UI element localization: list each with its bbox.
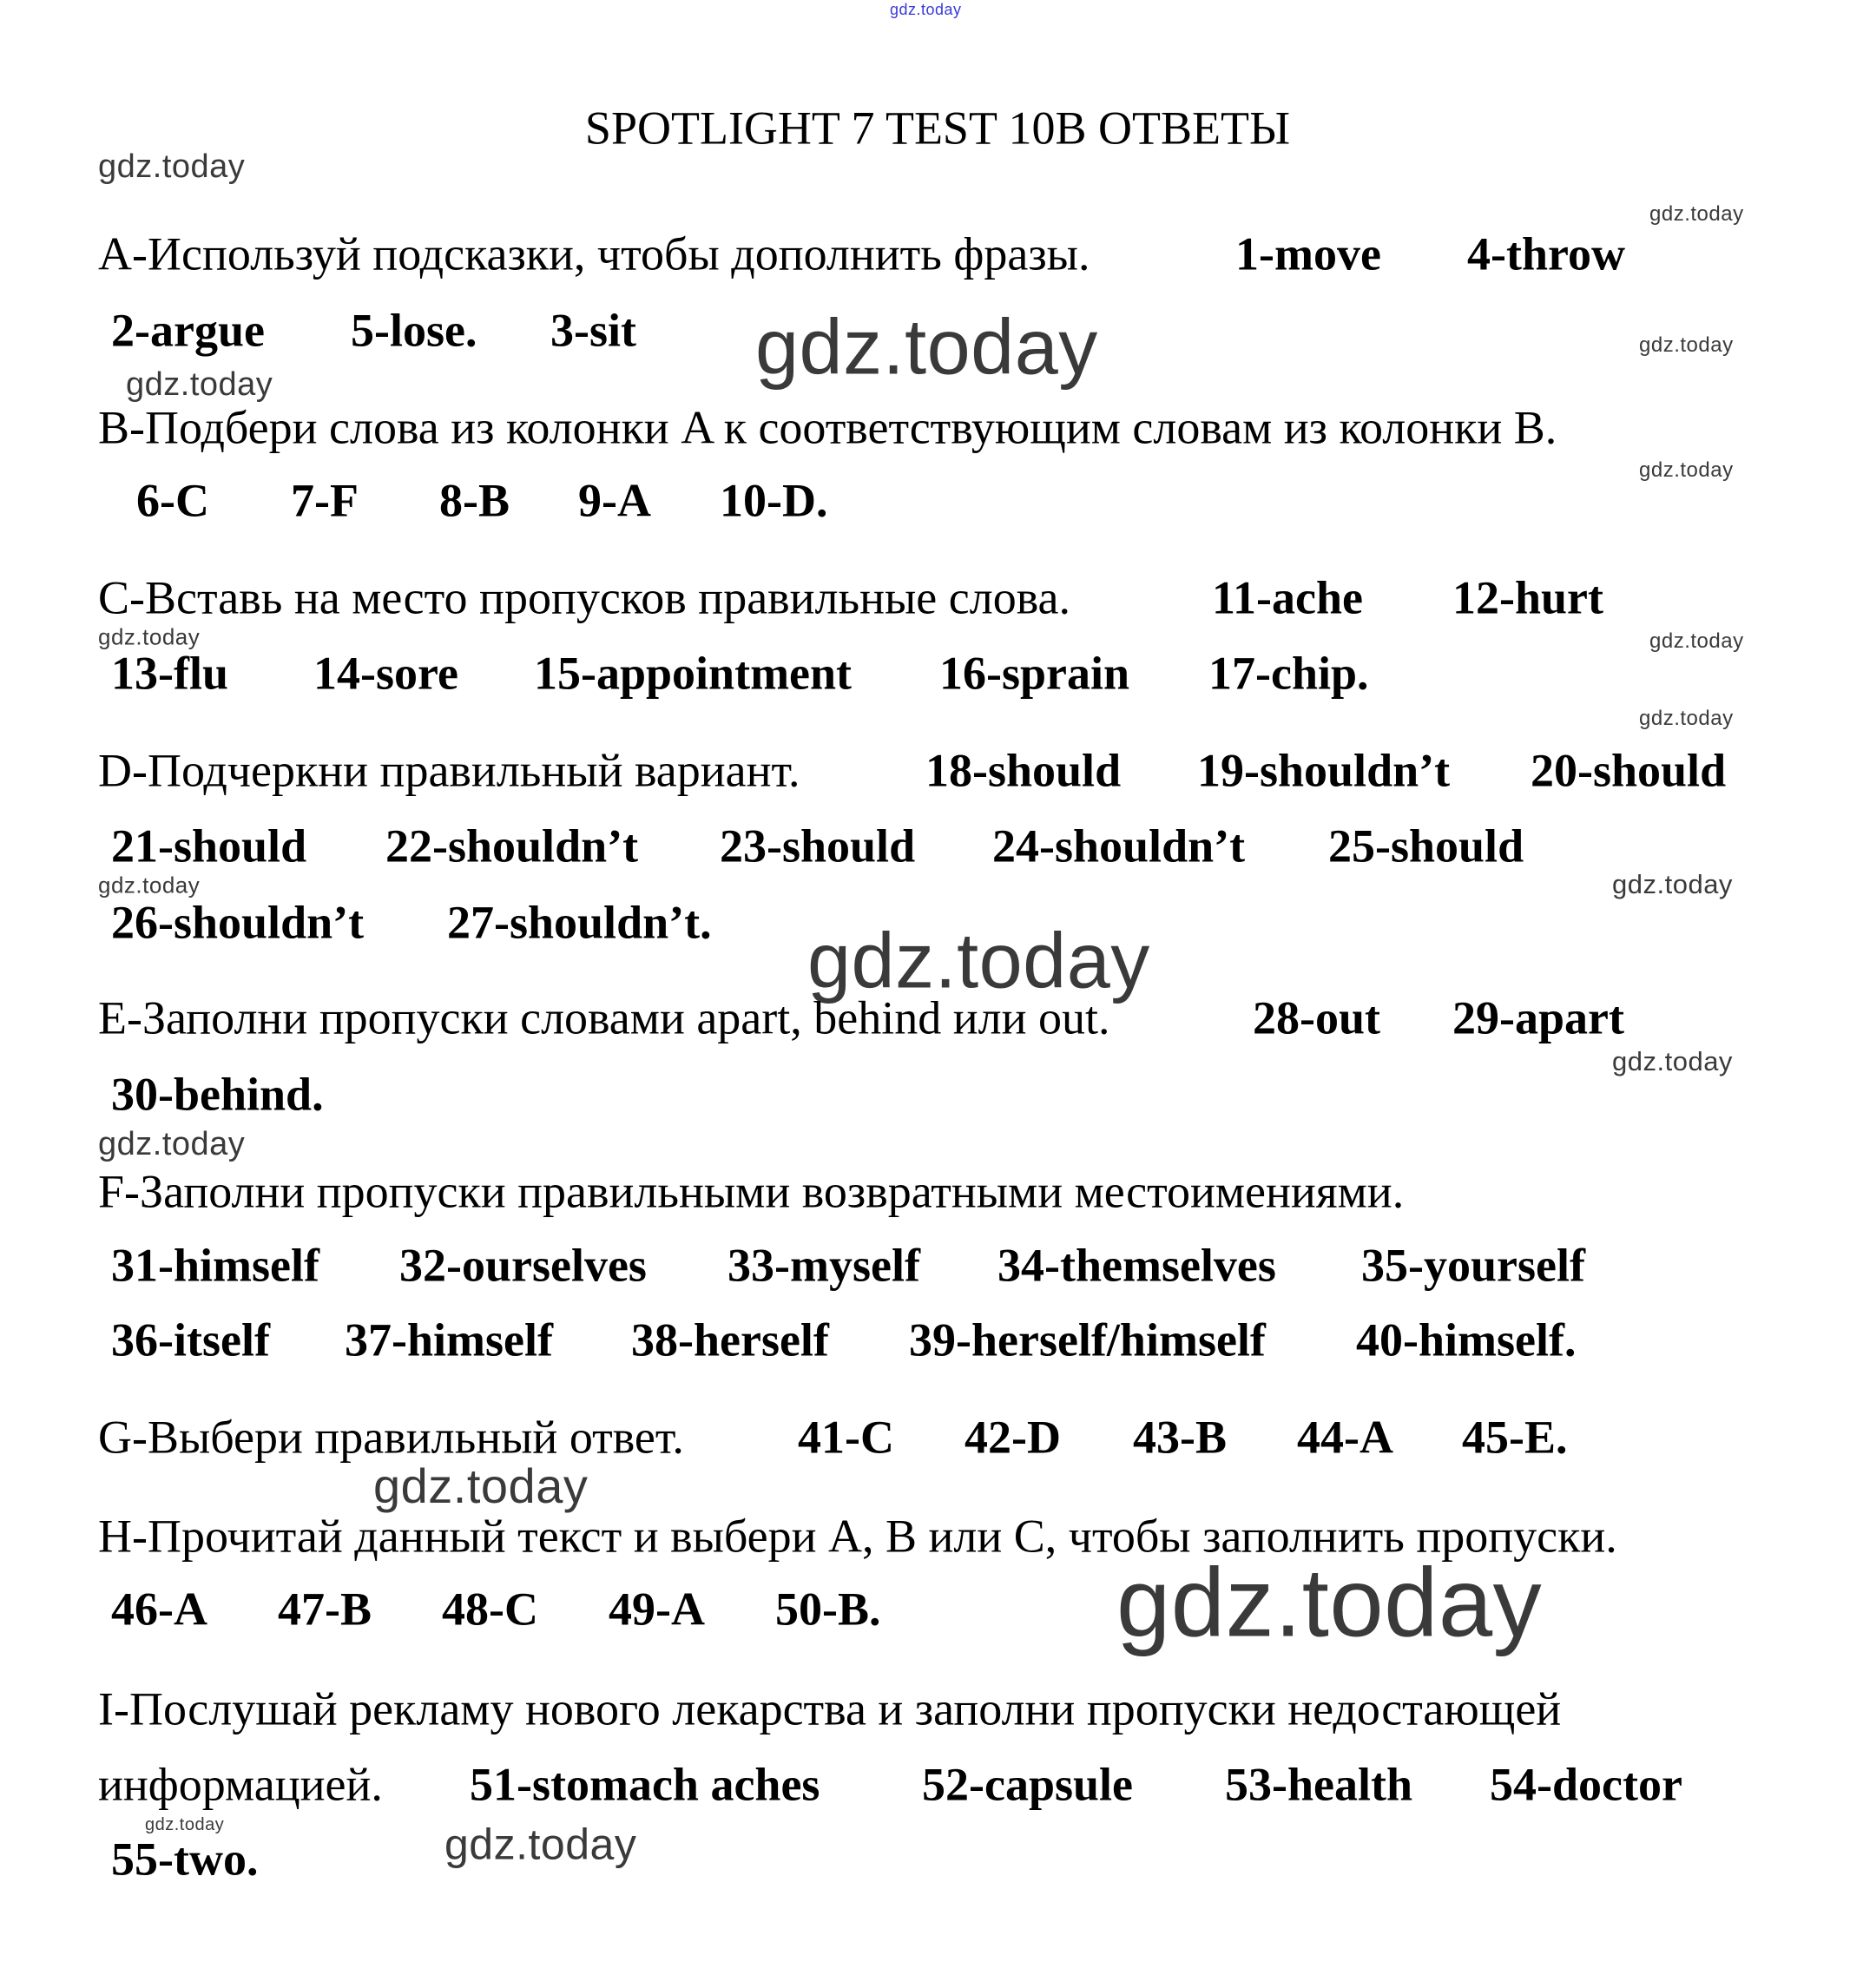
watermark: gdz.today bbox=[1639, 458, 1734, 482]
answer: 14-sore bbox=[313, 647, 458, 700]
answer: 34-themselves bbox=[997, 1239, 1276, 1292]
answer: 38-herself bbox=[631, 1313, 829, 1366]
section-g-instruction: G-Выбери правильный ответ. bbox=[98, 1411, 684, 1464]
answer: 5-lose. bbox=[351, 304, 477, 357]
answer: 30-behind. bbox=[111, 1068, 324, 1121]
answer: 42-D bbox=[965, 1411, 1061, 1464]
answer: 9-A bbox=[578, 474, 651, 527]
answer: 8-B bbox=[439, 474, 510, 527]
section-i-instruction-cont: информацией. bbox=[98, 1758, 383, 1811]
answer: 51-stomach aches bbox=[470, 1758, 820, 1811]
section-f-instruction: F-Заполни пропуски правильными возвратными местоимениями. bbox=[98, 1165, 1405, 1218]
watermark: gdz.today bbox=[98, 148, 246, 186]
watermark: gdz.today bbox=[1639, 706, 1734, 730]
answer: 43-B bbox=[1133, 1411, 1227, 1464]
answer: 55-two. bbox=[111, 1833, 259, 1886]
answer: 3-sit bbox=[550, 304, 636, 357]
answer: 50-B. bbox=[775, 1583, 881, 1636]
watermark-large: gdz.today bbox=[755, 304, 1098, 392]
answer: 17-chip. bbox=[1208, 647, 1369, 700]
answer: 28-out bbox=[1253, 991, 1380, 1044]
answer: 11-ache bbox=[1212, 571, 1363, 624]
watermark: gdz.today bbox=[890, 1, 962, 19]
watermark: gdz.today bbox=[145, 1815, 225, 1834]
answer: 31-himself bbox=[111, 1239, 319, 1292]
answer: 49-A bbox=[609, 1583, 705, 1636]
answer: 53-health bbox=[1225, 1758, 1412, 1811]
answer: 48-C bbox=[442, 1583, 538, 1636]
answer: 21-should bbox=[111, 820, 307, 872]
watermark: gdz.today bbox=[1649, 629, 1744, 653]
answer: 27-shouldn’t. bbox=[447, 896, 712, 949]
answer: 4-throw bbox=[1467, 227, 1625, 280]
answer: 41-C bbox=[798, 1411, 894, 1464]
watermark: gdz.today bbox=[444, 1820, 637, 1869]
answer: 22-shouldn’t bbox=[385, 820, 639, 872]
answer: 35-yourself bbox=[1361, 1239, 1585, 1292]
answer: 20-should bbox=[1531, 744, 1727, 797]
watermark: gdz.today bbox=[126, 366, 273, 404]
answer: 12-hurt bbox=[1452, 571, 1603, 624]
answer: 15-appointment bbox=[534, 647, 853, 700]
answer: 40-himself. bbox=[1356, 1313, 1577, 1366]
section-a-instruction: A-Используй подсказки, чтобы дополнить фразы. bbox=[98, 227, 1090, 280]
answer: 54-doctor bbox=[1490, 1758, 1682, 1811]
watermark: gdz.today bbox=[1649, 201, 1744, 226]
answer: 16-sprain bbox=[939, 647, 1130, 700]
watermark: gdz.today bbox=[1639, 332, 1734, 357]
watermark: gdz.today bbox=[98, 623, 201, 650]
answer: 24-shouldn’t bbox=[992, 820, 1246, 872]
answer: 46-A bbox=[111, 1583, 207, 1636]
watermark: gdz.today bbox=[98, 1126, 246, 1163]
watermark: gdz.today bbox=[1612, 1045, 1733, 1076]
answer: 52-capsule bbox=[922, 1758, 1133, 1811]
answer: 1-move bbox=[1235, 227, 1381, 280]
answer: 25-should bbox=[1328, 820, 1524, 872]
section-i-instruction: I-Послушай рекламу нового лекарства и заполни пропуски недостающей bbox=[98, 1682, 1562, 1735]
section-e-instruction: E-Заполни пропуски словами apart, behind или out. bbox=[98, 991, 1110, 1044]
answer: 45-E. bbox=[1462, 1411, 1568, 1464]
section-d-instruction: D-Подчеркни правильный вариант. bbox=[98, 744, 800, 797]
answer: 18-should bbox=[925, 744, 1122, 797]
watermark: gdz.today bbox=[1612, 868, 1733, 899]
answer: 33-myself bbox=[727, 1239, 920, 1292]
answer: 10-D. bbox=[720, 474, 828, 527]
watermark-large: gdz.today bbox=[807, 918, 1150, 1005]
section-h-instruction: H-Прочитай данный текст и выбери A, B или C, чтобы заполнить пропуски. bbox=[98, 1510, 1617, 1563]
watermark-large: gdz.today bbox=[1116, 1548, 1543, 1657]
answer: 2-argue bbox=[111, 304, 265, 357]
answer: 7-F bbox=[291, 474, 359, 527]
answer: 26-shouldn’t bbox=[111, 896, 365, 949]
answer: 36-itself bbox=[111, 1313, 270, 1366]
answer: 44-A bbox=[1297, 1411, 1393, 1464]
answer: 29-apart bbox=[1452, 991, 1624, 1044]
answer: 13-flu bbox=[111, 647, 228, 700]
answer: 47-B bbox=[278, 1583, 372, 1636]
answer: 39-herself/himself bbox=[909, 1313, 1266, 1366]
section-b-instruction: B-Подбери слова из колонки A к соответствующим словам из колонки B. bbox=[98, 401, 1557, 454]
section-c-instruction: C-Вставь на место пропусков правильные слова. bbox=[98, 571, 1070, 624]
answer: 37-himself bbox=[345, 1313, 553, 1366]
page-title: SPOTLIGHT 7 TEST 10B ОТВЕТЫ bbox=[584, 102, 1291, 155]
answer: 23-should bbox=[720, 820, 916, 872]
answer: 32-ourselves bbox=[399, 1239, 647, 1292]
answer: 6-C bbox=[136, 474, 209, 527]
watermark: gdz.today bbox=[373, 1458, 589, 1514]
watermark: gdz.today bbox=[98, 872, 201, 899]
answer: 19-shouldn’t bbox=[1197, 744, 1451, 797]
